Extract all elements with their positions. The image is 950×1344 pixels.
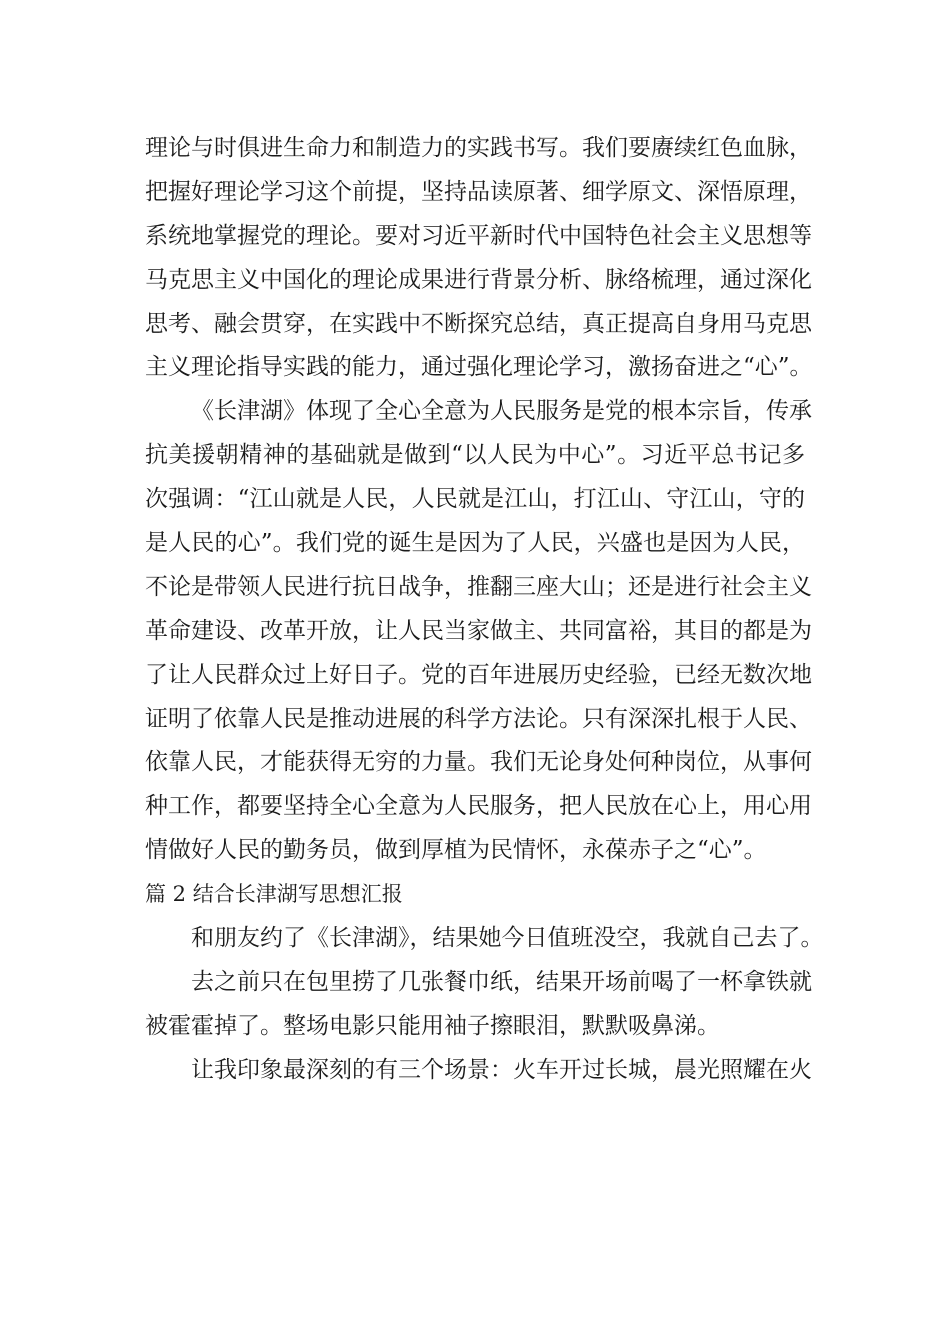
section-heading: 篇 2 结合长津湖写思想汇报 xyxy=(145,882,403,907)
text-line: 情做好人民的勤务员，做到厚植为民情怀，永葆赤子之“心”。 xyxy=(145,837,767,864)
text-line: 被霍霍掉了。整场电影只能用袖子擦眼泪，默默吸鼻涕。 xyxy=(145,1012,720,1039)
text-line: 次强调：“江山就是人民，人民就是江山，打江山、守江山，守的 xyxy=(145,486,805,513)
text-line: 和朋友约了《长津湖》，结果她今日值班没空，我就自己去了。 xyxy=(191,925,824,952)
text-line: 抗美援朝精神的基础就是做到“以人民为中心”。习近平总书记多 xyxy=(145,442,805,469)
text-line: 证明了依靠人民是推动进展的科学方法论。只有深深扎根于人民、 xyxy=(145,705,812,732)
text-line: 《长津湖》体现了全心全意为人民服务是党的根本宗旨，传承 xyxy=(191,398,812,425)
text-line: 依靠人民，才能获得无穷的力量。我们无论身处何种岗位，从事何 xyxy=(145,749,812,776)
text-line: 种工作，都要坚持全心全意为人民服务，把人民放在心上，用心用 xyxy=(145,793,812,820)
text-line: 让我印象最深刻的有三个场景：火车开过长城，晨光照耀在火 xyxy=(191,1056,812,1083)
text-line: 是人民的心”。我们党的诞生是因为了人民，兴盛也是因为人民， xyxy=(145,530,805,557)
body-text xyxy=(145,127,824,1093)
text-line: 不论是带领人民进行抗日战争，推翻三座大山；还是进行社会主义 xyxy=(145,573,812,600)
text-line: 理论与时俱进生命力和制造力的实践书写。我们要赓续红色血脉， xyxy=(145,135,812,161)
text-line: 了让人民群众过上好日子。党的百年进展历史经验，已经无数次地 xyxy=(145,661,812,688)
text-line: 革命建设、改革开放，让人民当家做主、共同富裕，其目的都是为 xyxy=(145,617,812,644)
text-line: 系统地掌握党的理论。要对习近平新时代中国特色社会主义思想等 xyxy=(145,222,812,249)
text-line: 去之前只在包里捞了几张餐巾纸，结果开场前喝了一杯拿铁就 xyxy=(191,968,812,995)
text-line: 思考、融会贯穿，在实践中不断探究总结，真正提高自身用马克思 xyxy=(145,310,812,337)
text-line: 把握好理论学习这个前提，坚持品读原著、细学原文、深悟原理， xyxy=(145,178,812,205)
text-line: 主义理论指导实践的能力，通过强化理论学习，激扬奋进之“心”。 xyxy=(145,354,813,381)
text-line: 马克思主义中国化的理论成果进行背景分析、脉络梳理，通过深化 xyxy=(145,266,812,293)
